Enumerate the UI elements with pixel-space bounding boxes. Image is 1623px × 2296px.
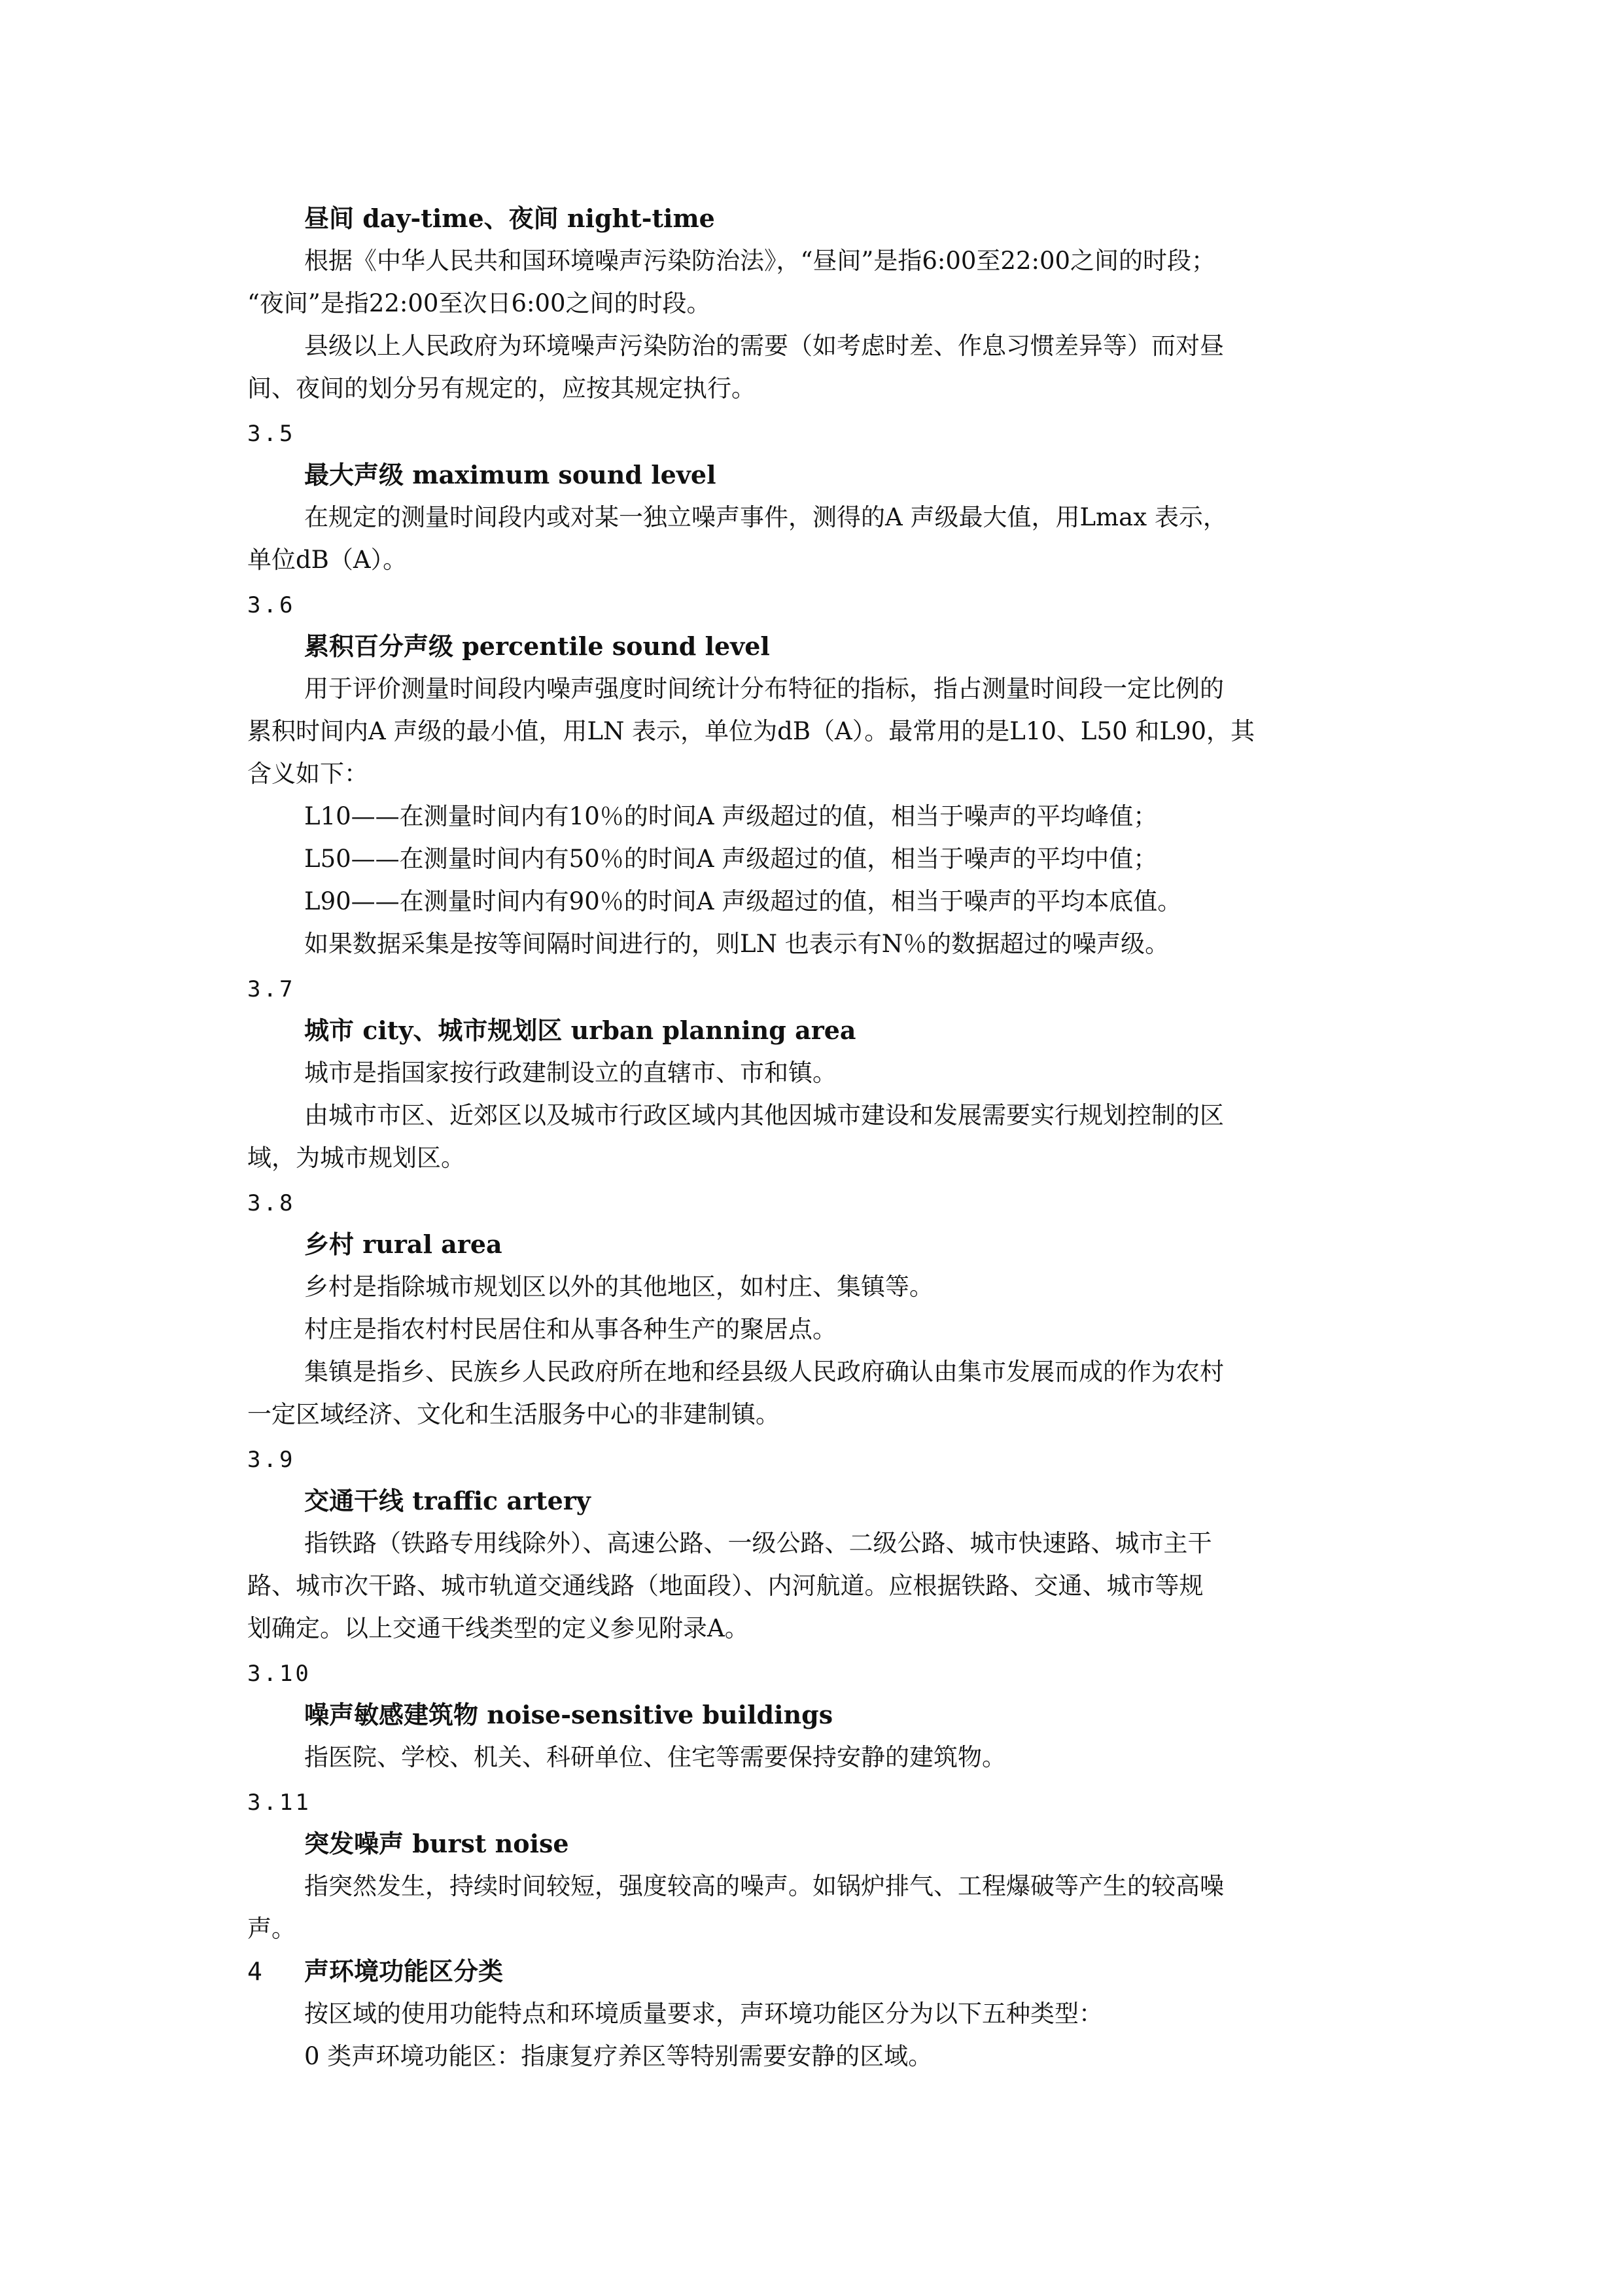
section-number: 3.5 [247,421,296,447]
paragraph-line: 划确定。以上交通干线类型的定义参见附录A。 [247,1614,749,1642]
paragraph-line: 含义如下： [247,760,368,788]
paragraph-line: 如果数据采集是按等间隔时间进行的，则LN 也表示有N％的数据超过的噪声级。 [304,930,1170,958]
section-heading [247,1952,503,1991]
paragraph-line: 用于评价测量时间段内噪声强度时间统计分布特征的指标，指占测量时间段一定比例的 [304,675,1224,703]
definition-l90: L90——在测量时间内有90％的时间A 声级超过的值，相当于噪声的平均本底值。 [304,887,1182,915]
definition-l10: L10——在测量时间内有10％的时间A 声级超过的值，相当于噪声的平均峰值； [304,802,1158,830]
section-number: 3.10 [247,1661,311,1687]
paragraph-line: 指医院、学校、机关、科研单位、住宅等需要保持安静的建筑物。 [304,1743,1006,1771]
term-maximum-sound-level: 最大声级 maximum sound level [304,460,716,489]
term-noise-sensitive-buildings: 噪声敏感建筑物 noise-sensitive buildings [304,1700,833,1729]
paragraph-line: 城市是指国家按行政建制设立的直辖市、市和镇。 [304,1059,837,1087]
paragraph-line: 间、夜间的划分另有规定的，应按其规定执行。 [247,374,756,402]
paragraph-line: 累积时间内A 声级的最小值，用LN 表示，单位为dB（A）。最常用的是L10、L50 和L90，其 [247,717,1255,745]
paragraph-line: 村庄是指农村村民居住和从事各种生产的聚居点。 [304,1315,837,1343]
section-heading-number: 4 [247,1957,262,1986]
paragraph-line: 根据《中华人民共和国环境噪声污染防治法》，“昼间”是指6:00至22:00之间的时段； [304,247,1216,275]
paragraph-line: 县级以上人民政府为环境噪声污染防治的需要（如考虑时差、作息习惯差异等）而对昼 [304,332,1224,360]
paragraph-line: 单位dB（A）。 [247,546,408,574]
term-daytime-nighttime: 昼间 day-time、夜间 night-time [304,203,715,233]
paragraph-line: 按区域的使用功能特点和环境质量要求，声环境功能区分为以下五种类型： [304,2000,1103,2028]
term-percentile-sound-level: 累积百分声级 percentile sound level [304,631,770,661]
section-heading-title: 声环境功能区分类 [304,1956,504,1986]
section-number: 3.7 [247,976,296,1002]
paragraph-line: 乡村是指除城市规划区以外的其他地区，如村庄、集镇等。 [304,1273,934,1301]
term-rural-area: 乡村 rural area [304,1229,502,1259]
term-city-urban-planning-area: 城市 city、城市规划区 urban planning area [304,1016,856,1045]
section-number: 3.9 [247,1447,296,1473]
paragraph-line: 域，为城市规划区。 [247,1144,465,1172]
term-burst-noise: 突发噪声 burst noise [304,1829,569,1858]
paragraph-line: 0 类声环境功能区：指康复疗养区等特别需要安静的区域。 [304,2042,933,2070]
paragraph-line: 指突然发生，持续时间较短，强度较高的噪声。如锅炉排气、工程爆破等产生的较高噪 [304,1872,1224,1900]
paragraph-line: 由城市市区、近郊区以及城市行政区域内其他因城市建设和发展需要实行规划控制的区 [304,1101,1224,1129]
paragraph-line: 声。 [247,1915,296,1943]
paragraph-line: 在规定的测量时间段内或对某一独立噪声事件，测得的A 声级最大值，用Lmax 表示， [304,503,1227,531]
term-traffic-artery: 交通干线 traffic artery [304,1486,591,1515]
paragraph-line: “夜间”是指22:00至次日6:00之间的时段。 [247,289,711,317]
section-number: 3.8 [247,1190,296,1216]
paragraph-line: 集镇是指乡、民族乡人民政府所在地和经县级人民政府确认由集市发展而成的作为农村 [304,1358,1224,1386]
section-number: 3.6 [247,592,296,618]
section-number: 3.11 [247,1790,311,1816]
paragraph-line: 路、城市次干路、城市轨道交通线路（地面段）、内河航道。应根据铁路、交通、城市等规 [247,1572,1204,1600]
paragraph-line: 一定区域经济、文化和生活服务中心的非建制镇。 [247,1400,780,1428]
definition-l50: L50——在测量时间内有50％的时间A 声级超过的值，相当于噪声的平均中值； [304,845,1158,873]
paragraph-line: 指铁路（铁路专用线除外）、高速公路、一级公路、二级公路、城市快速路、城市主干 [304,1529,1212,1557]
